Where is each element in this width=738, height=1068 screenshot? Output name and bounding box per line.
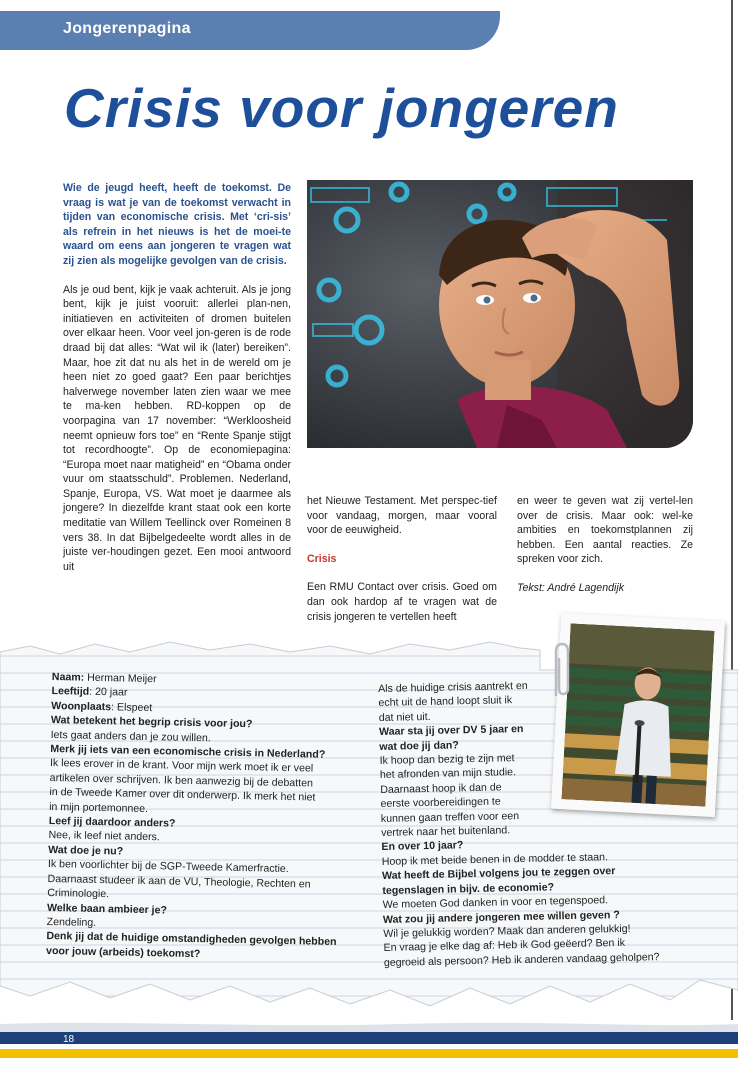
- qa-answer: Criminologie.: [47, 887, 110, 901]
- qa-answer: Daarnaast studeer ik aan de VU, Theologie, Rechten en: [47, 872, 311, 891]
- page-number: 18: [63, 1034, 75, 1045]
- qa-answer: Als de huidige crisis aantrekt en: [378, 679, 528, 695]
- section-label: Jongerenpagina: [63, 20, 191, 37]
- interviewee-polaroid: [551, 613, 725, 817]
- qa-answer: in de Tweede Kamer over dit onderwerp. Ik merk het niet: [49, 786, 316, 804]
- qa-question: Leef jij daardoor anders?: [48, 815, 176, 830]
- qa-question: Wat doe je nu?: [48, 843, 124, 858]
- qa-answer: in mijn portemonnee.: [49, 800, 149, 815]
- qa-question: tegenslagen in bijv. de economie?: [382, 881, 555, 897]
- qa-question: Denk jij dat de huidige omstandigheden gevolgen hebben: [46, 930, 337, 949]
- qa-answer: gegroeid als persoon? Heb ik anderen vandaag geholpen?: [383, 950, 660, 969]
- qa-answer: We moeten God danken in voor en tegenspoed.: [382, 894, 609, 912]
- qa-question: Merk jij iets van een economische crisis in Nederland?: [50, 743, 326, 761]
- footer-bar: [0, 1020, 738, 1068]
- qa-question: wat doe jij dan?: [379, 738, 459, 753]
- body-paragraph-2: het Nieuwe Testament. Met perspec-tief voor vandaag, morgen, maar vooral voor de eeuwigheid.: [307, 495, 497, 537]
- article-column-3: [517, 494, 693, 610]
- qa-line: Naam: Herman Meijer: [51, 670, 157, 686]
- main-photo: [307, 180, 693, 448]
- qa-answer: Hoop ik met beide benen in de modder te staan.: [381, 851, 608, 868]
- body-paragraph-3: Een RMU Contact over crisis. Goed om dan ook hardop af te vragen wat de crisis jongeren te vertellen heeft: [307, 581, 497, 623]
- author-credit: Tekst: André Lagendijk: [517, 581, 624, 594]
- qa-line: Leeftijd: 20 jaar: [51, 685, 128, 699]
- paperclip-icon: [548, 640, 574, 700]
- article-title: Crisis voor jongeren: [64, 77, 619, 139]
- qa-question: En over 10 jaar?: [381, 839, 464, 854]
- qa-answer: Iets gaat anders dan je zou willen.: [50, 728, 211, 744]
- qa-answer: vertrek naar het buitenland.: [381, 824, 511, 840]
- qa-answer: En vraag je elke dag af: Heb ik God geëerd? Ben ik: [383, 937, 626, 955]
- qa-answer: dat niet uit.: [378, 710, 431, 724]
- qa-answer: Ik ben voorlichter bij de SGP-Tweede Kamerfractie.: [47, 858, 289, 876]
- qa-answer: Zendeling.: [46, 915, 97, 929]
- qa-answer: Ik hoop dan bezig te zijn met: [379, 752, 515, 768]
- article-column-1: [63, 181, 291, 588]
- article-column-2: [307, 494, 497, 638]
- qa-question: voor jouw (arbeids) toekomst?: [45, 944, 201, 960]
- interview-left-column: [46, 670, 352, 964]
- qa-answer: Daarnaast hoop ik dan de: [380, 781, 502, 796]
- qa-answer: artikelen over schrijven. Ik ben aanwezig bij de debatten: [49, 771, 314, 790]
- qa-question: Welke baan ambieer je?: [46, 901, 168, 916]
- body-paragraph-1: Als je oud bent, kijk je vaak achteruit. Als je jong bent, kijk je juist vooruit: allerlei plan-nen, initiatieven en activiteiten of dromen buitelen over elkaar heen. Voor veel jon-geren is de rode draad bij dat alles: “Wat wil ik (later) bereiken”. Maar, hoe zit dat nu als het in de wereld om je heen niet zo goed gaat? Een paar berichtjes halverwege november laten zien waar we mee te ma-ken hebben. RD-koppen op de voorpagina van 17 november: “Werkloosheid neemt opnieuw fors toe” en “Rente Spanje stijgt tot recordhoogte”. Op de economiepagina: “Europa moet naar matigheid” en “Obama onder vuur om staatsschuld”. Problemen. Nederland, Spanje, Europa, VS. Wat moet je daarmee als jongere? In diezelfde krant staat ook een korte meditatie van Willem Teellinck over Romeinen 8 vers 38. In dat Bijbelgedeelte wordt alles in de juiste ver-houdingen gezet. Een mooi antwoord uit: [63, 283, 291, 573]
- qa-answer: Ik lees erover in de krant. Voor mijn werk moet ik er veel: [49, 757, 314, 775]
- parliament-photo-illustration: [561, 623, 714, 806]
- qa-answer: Wil je gelukkig worden? Maak dan anderen gelukkig!: [383, 922, 631, 940]
- body-paragraph-4: en weer te geven wat zij vertel-len over de crisis. Maar ook: wel-ke ambities en toekomstplannen zij hebben. Een aantal reacties. Ze spreken voor zich.: [517, 495, 693, 566]
- qa-answer: kunnen gaan treffen voor een: [380, 809, 520, 825]
- qa-answer: Nee, ik leef niet anders.: [48, 829, 160, 844]
- qa-answer: het afronden van mijn studie.: [379, 766, 517, 782]
- qa-answer: eerste voorbereidingen te: [380, 795, 501, 811]
- young-man-photo-illustration: [307, 180, 693, 448]
- section-header-bar: [0, 11, 500, 50]
- crisis-heading: Crisis: [307, 552, 337, 565]
- qa-question: Wat heeft de Bijbel volgens jou te zeggen over: [381, 865, 616, 883]
- qa-question: Wat zou jij andere jongeren mee willen geven ?: [382, 908, 620, 926]
- qa-line: Woonplaats: Elspeet: [51, 699, 153, 714]
- lead-paragraph: Wie de jeugd heeft, heeft de toekomst. De vraag is wat je van de toekomst verwacht in tijden van economische crisis. Met ‘cri-sis’ als refrein in het nieuws is het de moei-te waard om eens aan jongeren te vragen wat zij zien als mogelijke gevolgen van de crisis.: [63, 182, 291, 267]
- qa-question: Waar sta jij over DV 5 jaar en: [378, 723, 524, 739]
- qa-answer: echt uit de hand loopt sluit ik: [378, 694, 513, 710]
- qa-question: Wat betekent het begrip crisis voor jou?: [50, 714, 253, 731]
